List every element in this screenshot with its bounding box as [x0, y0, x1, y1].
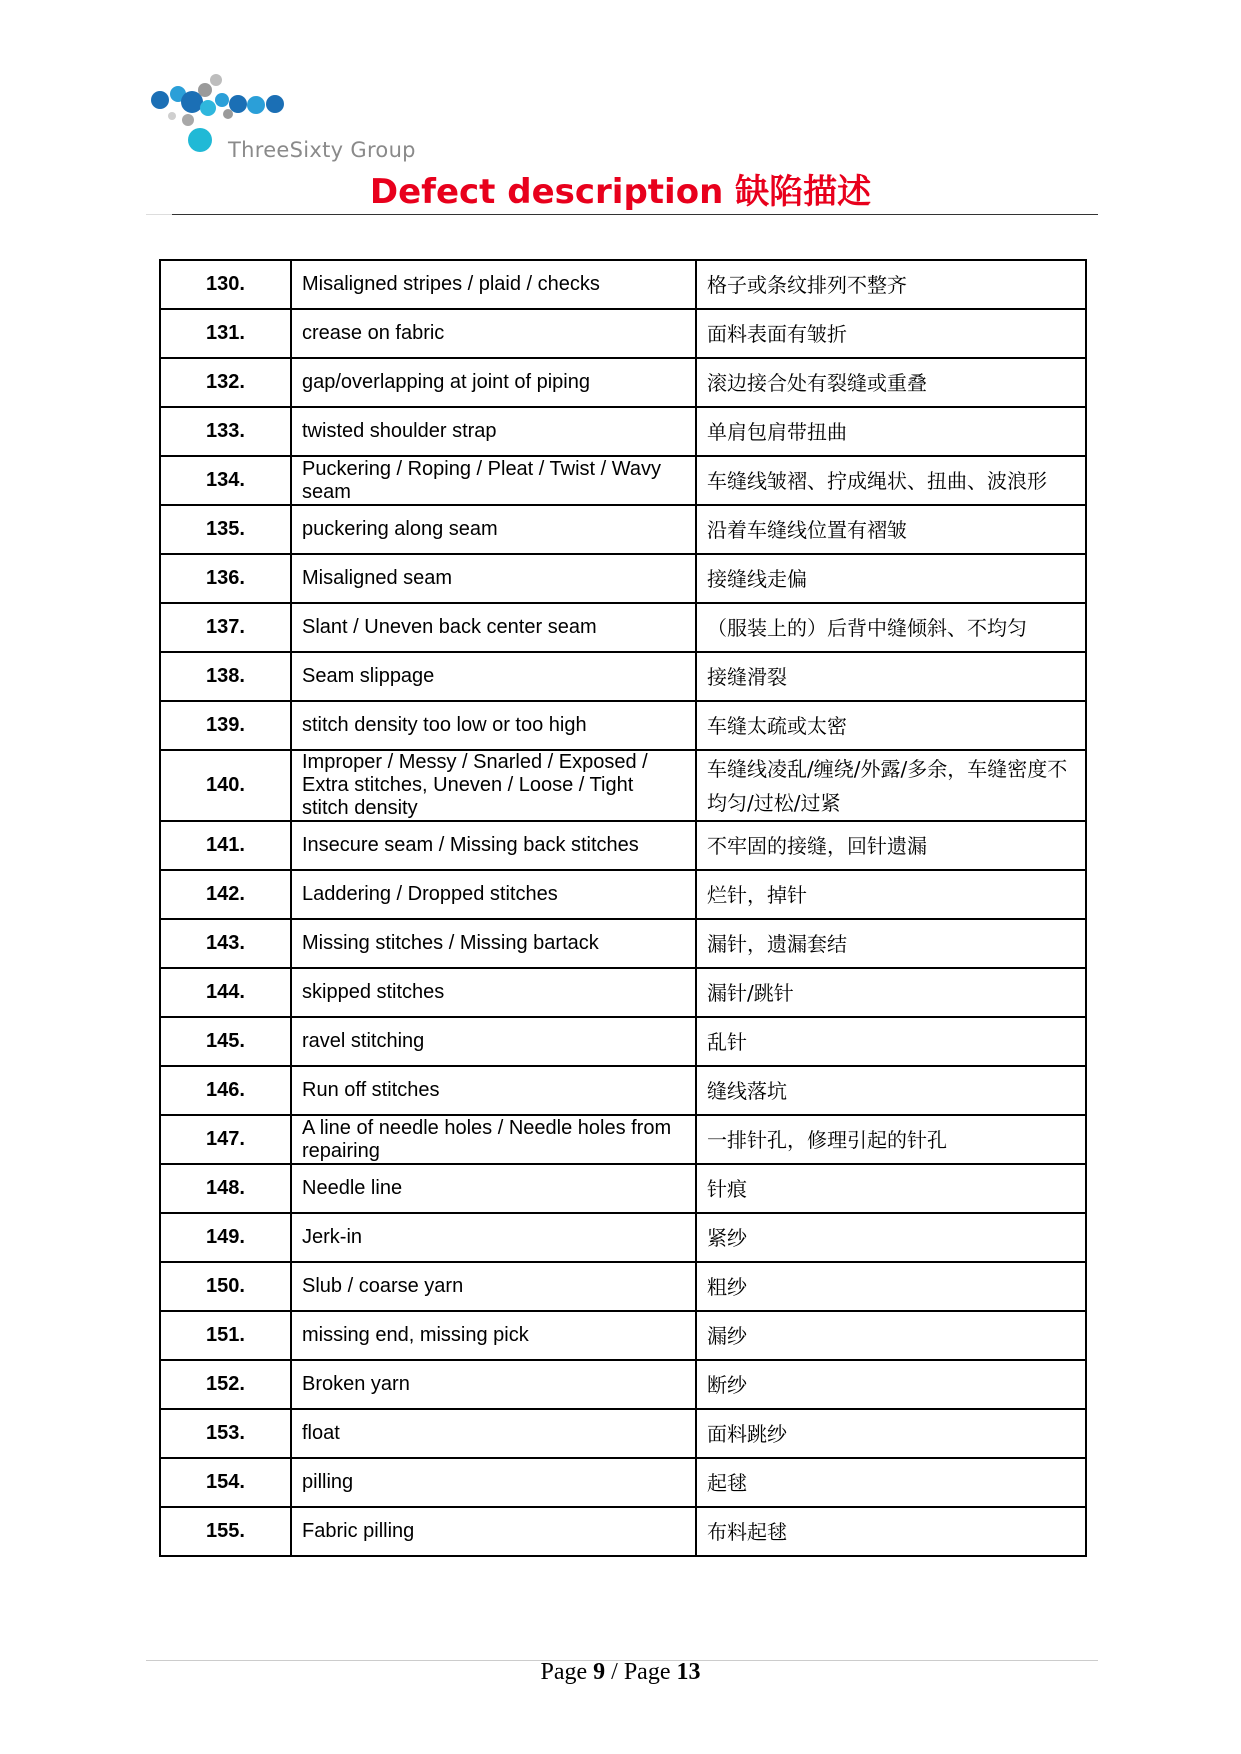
- header-divider-faint: [146, 214, 172, 215]
- defect-english: stitch density too low or too high: [291, 701, 696, 750]
- row-number: 138.: [160, 652, 291, 701]
- table-row: [160, 652, 1086, 701]
- defect-english: gap/overlapping at joint of piping: [291, 358, 696, 407]
- row-number: 142.: [160, 870, 291, 919]
- defect-english: Slant / Uneven back center seam: [291, 603, 696, 652]
- defect-english: Missing stitches / Missing bartack: [291, 919, 696, 968]
- defect-english: skipped stitches: [291, 968, 696, 1017]
- defect-chinese: （服装上的）后背中缝倾斜、不均匀: [696, 603, 1086, 652]
- table-row: [160, 701, 1086, 750]
- row-number: 140.: [160, 750, 291, 821]
- row-number: 139.: [160, 701, 291, 750]
- table-row: [160, 1115, 1086, 1164]
- row-number: 137.: [160, 603, 291, 652]
- row-number: 134.: [160, 456, 291, 505]
- table-row: [160, 1507, 1086, 1556]
- row-number: 133.: [160, 407, 291, 456]
- defect-chinese: 格子或条纹排列不整齐: [696, 260, 1086, 309]
- defect-chinese: 针痕: [696, 1164, 1086, 1213]
- defect-chinese: 面料表面有皱折: [696, 309, 1086, 358]
- defect-chinese: 紧纱: [696, 1213, 1086, 1262]
- page-separator: /: [611, 1659, 618, 1685]
- table-row: [160, 919, 1086, 968]
- table-row: [160, 1164, 1086, 1213]
- defect-english: Broken yarn: [291, 1360, 696, 1409]
- defect-chinese: 断纱: [696, 1360, 1086, 1409]
- table-row: [160, 1262, 1086, 1311]
- defect-chinese: 布料起毬: [696, 1507, 1086, 1556]
- defect-chinese: 烂针，掉针: [696, 870, 1086, 919]
- page-label: Page: [540, 1659, 588, 1685]
- row-number: 148.: [160, 1164, 291, 1213]
- defect-chinese: 一排针孔，修理引起的针孔: [696, 1115, 1086, 1164]
- defect-chinese: 车缝太疏或太密: [696, 701, 1086, 750]
- row-number: 147.: [160, 1115, 291, 1164]
- row-number: 153.: [160, 1409, 291, 1458]
- row-number: 151.: [160, 1311, 291, 1360]
- defect-chinese: 乱针: [696, 1017, 1086, 1066]
- row-number: 155.: [160, 1507, 291, 1556]
- current-page-number: 9: [593, 1659, 606, 1685]
- table-row: [160, 1409, 1086, 1458]
- table-row: [160, 505, 1086, 554]
- row-number: 150.: [160, 1262, 291, 1311]
- row-number: 132.: [160, 358, 291, 407]
- row-number: 135.: [160, 505, 291, 554]
- row-number: 152.: [160, 1360, 291, 1409]
- defect-chinese: 单肩包肩带扭曲: [696, 407, 1086, 456]
- defect-english: Puckering / Roping / Pleat / Twist / Wavy seam: [291, 456, 696, 505]
- defect-english: puckering along seam: [291, 505, 696, 554]
- table-row: [160, 554, 1086, 603]
- defect-english: crease on fabric: [291, 309, 696, 358]
- defect-english: Insecure seam / Missing back stitches: [291, 821, 696, 870]
- table-row: [160, 1458, 1086, 1507]
- defect-chinese: 漏针/跳针: [696, 968, 1086, 1017]
- defect-chinese: 漏纱: [696, 1311, 1086, 1360]
- total-page-label: Page: [623, 1659, 671, 1685]
- total-page-number: 13: [676, 1659, 701, 1685]
- defect-chinese: 起毬: [696, 1458, 1086, 1507]
- table-row: [160, 407, 1086, 456]
- defect-english: Fabric pilling: [291, 1507, 696, 1556]
- defect-chinese: 车缝线凌乱/缠绕/外露/多余，车缝密度不均匀/过松/过紧: [696, 750, 1086, 821]
- logo-text: ThreeSixty Group: [228, 138, 416, 162]
- defect-english: missing end, missing pick: [291, 1311, 696, 1360]
- table-row: [160, 358, 1086, 407]
- defect-english: Improper / Messy / Snarled / Exposed / Extra stitches, Uneven / Loose / Tight stitch density: [291, 750, 696, 821]
- table-row: [160, 1311, 1086, 1360]
- table-row: [160, 1066, 1086, 1115]
- defect-chinese: 接缝线走偏: [696, 554, 1086, 603]
- defect-english: twisted shoulder strap: [291, 407, 696, 456]
- table-row: [160, 750, 1086, 821]
- row-number: 130.: [160, 260, 291, 309]
- table-row: [160, 309, 1086, 358]
- defect-english: Needle line: [291, 1164, 696, 1213]
- defect-chinese: 不牢固的接缝，回针遗漏: [696, 821, 1086, 870]
- defect-english: pilling: [291, 1458, 696, 1507]
- defect-english: Seam slippage: [291, 652, 696, 701]
- table-row: [160, 260, 1086, 309]
- table-row: [160, 1360, 1086, 1409]
- row-number: 136.: [160, 554, 291, 603]
- defect-chinese: 接缝滑裂: [696, 652, 1086, 701]
- defect-table: [159, 259, 1087, 1557]
- defect-english: Run off stitches: [291, 1066, 696, 1115]
- row-number: 141.: [160, 821, 291, 870]
- row-number: 145.: [160, 1017, 291, 1066]
- defect-english: Jerk-in: [291, 1213, 696, 1262]
- defect-chinese: 滚边接合处有裂缝或重叠: [696, 358, 1086, 407]
- defect-chinese: 面料跳纱: [696, 1409, 1086, 1458]
- table-row: [160, 1213, 1086, 1262]
- row-number: 131.: [160, 309, 291, 358]
- page-footer: [0, 1658, 1241, 1686]
- defect-chinese: 漏针，遗漏套结: [696, 919, 1086, 968]
- row-number: 143.: [160, 919, 291, 968]
- row-number: 154.: [160, 1458, 291, 1507]
- row-number: 149.: [160, 1213, 291, 1262]
- defect-english: Slub / coarse yarn: [291, 1262, 696, 1311]
- defect-english: Misaligned stripes / plaid / checks: [291, 260, 696, 309]
- table-row: [160, 870, 1086, 919]
- defect-chinese: 沿着车缝线位置有褶皱: [696, 505, 1086, 554]
- defect-english: Laddering / Dropped stitches: [291, 870, 696, 919]
- defect-english: A line of needle holes / Needle holes from repairing: [291, 1115, 696, 1164]
- row-number: 146.: [160, 1066, 291, 1115]
- row-number: 144.: [160, 968, 291, 1017]
- defect-english: ravel stitching: [291, 1017, 696, 1066]
- table-row: [160, 821, 1086, 870]
- table-row: [160, 968, 1086, 1017]
- table-row: [160, 603, 1086, 652]
- defect-chinese: 粗纱: [696, 1262, 1086, 1311]
- defect-english: Misaligned seam: [291, 554, 696, 603]
- defect-chinese: 车缝线皱褶、拧成绳状、扭曲、波浪形: [696, 456, 1086, 505]
- defect-chinese: 缝线落坑: [696, 1066, 1086, 1115]
- page-title: Defect description 缺陷描述: [369, 172, 872, 212]
- header-divider: [172, 214, 1098, 215]
- table-row: [160, 456, 1086, 505]
- table-row: [160, 1017, 1086, 1066]
- defect-english: float: [291, 1409, 696, 1458]
